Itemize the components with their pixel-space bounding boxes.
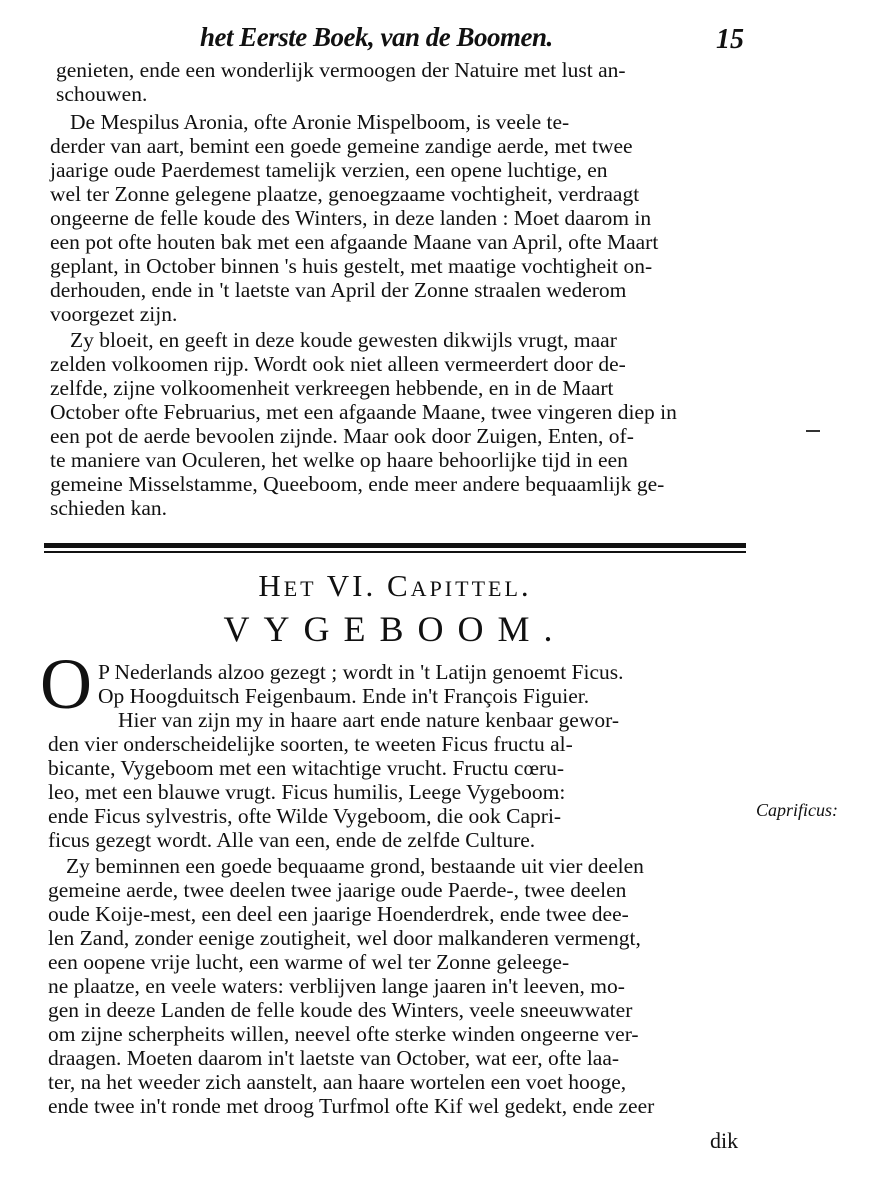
edge-mark <box>806 430 820 432</box>
text-line: ende twee in't ronde met droog Turfmol ofte Kif wel gedekt, ende zeer <box>48 1094 655 1118</box>
text-line: schieden kan. <box>50 496 168 520</box>
text-line: Zy bloeit, en geeft in deze koude gewesten dikwijls vrugt, maar <box>70 328 617 352</box>
text-line: len Zand, zonder eenige zoutigheit, wel door malkanderen vermengt, <box>48 926 641 950</box>
text-line: den vier onderscheidelijke soorten, te weeten Ficus fructu al- <box>48 732 573 756</box>
text-line: derhouden, ende in 't laetste van April der Zonne straalen wederom <box>50 278 627 302</box>
catchword: dik <box>710 1128 739 1153</box>
text-line: ende Ficus sylvestris, ofte Wilde Vygeboom, die ook Capri- <box>48 804 562 828</box>
text-line: jaarige oude Paerdemest tamelijk verzien, een opene luchtige, en <box>50 158 608 182</box>
text-line: leo, met een blauwe vrugt. Ficus humilis, Leege Vygeboom: <box>48 780 566 804</box>
text-line: oude Koije-mest, een deel een jaarige Hoenderdrek, ende twee dee- <box>48 902 629 926</box>
text-line: genieten, ende een wonderlijk vermoogen der Natuire met lust an- <box>56 58 626 82</box>
text-line: ficus gezegt wordt. Alle van een, ende de zelfde Culture. <box>48 828 536 852</box>
text-line: gemeine Misselstamme, Queeboom, ende meer andere bequaamlijk ge- <box>50 472 665 496</box>
margin-note: Caprificus: <box>756 800 839 820</box>
text-line: ongeerne de felle koude des Winters, in deze landen : Moet daarom in <box>50 206 652 230</box>
text-line: om zijne scherpheits willen, neevel ofte sterke winden ongeerne ver- <box>48 1022 639 1046</box>
text-line: Op Hoogduitsch Feigenbaum. Ende in't François Figuier. <box>98 684 590 708</box>
text-line: De Mespilus Aronia, ofte Aronie Mispelboom, is veele te- <box>70 110 570 134</box>
text-line: geplant, in October binnen 's huis gestelt, met maatige vochtigheit on- <box>50 254 653 278</box>
text-line: wel ter Zonne gelegene plaatze, genoegzaame vochtigheit, verdraagt <box>50 182 640 206</box>
text-line: ne plaatze, en veele waters: verblijven lange jaaren in't leeven, mo- <box>48 974 625 998</box>
chapter-title: VYGEBOOM. <box>223 609 567 649</box>
text-line: Hier van zijn my in haare aart ende nature kenbaar gewor- <box>118 708 619 732</box>
text-line: gen in deeze Landen de felle koude des Winters, veele sneeuwwater <box>48 998 633 1022</box>
text-line: een pot ofte houten bak met een afgaande Maane van April, ofte Maart <box>50 230 659 254</box>
text-line: Zy beminnen een goede bequaame grond, bestaande uit vier deelen <box>66 854 644 878</box>
text-line: bicante, Vygeboom met een witachtige vrucht. Fructu cœru- <box>48 756 565 780</box>
text-line: October ofte Februarius, met een afgaande Maane, twee vingeren diep in <box>50 400 677 424</box>
text-line: een oopene vrije lucht, een warme of wel ter Zonne geleege- <box>48 950 570 974</box>
text-line: zelden volkoomen rijp. Wordt ook niet alleen vermeerdert door de- <box>50 352 626 376</box>
text-line: derder van aart, bemint een goede gemeine zandige aerde, met twee <box>50 134 633 158</box>
text-line: zelfde, zijne volkoomenheit verkreegen hebbende, en in de Maart <box>50 376 614 400</box>
text-line: P Nederlands alzoo gezegt ; wordt in 't Latijn genoemt Ficus. <box>98 660 624 684</box>
text-line: gemeine aerde, twee deelen twee jaarige oude Paerde-, twee deelen <box>48 878 627 902</box>
page-number: 15 <box>716 24 744 55</box>
text-line: schouwen. <box>56 82 148 106</box>
drop-cap: O <box>40 644 92 724</box>
text-line: ter, na het weeder zich aanstelt, aan haare wortelen een voet hooge, <box>48 1070 627 1094</box>
text-line: voorgezet zijn. <box>50 302 178 326</box>
running-head: het Eerste Boek, van de Boomen. <box>200 22 553 52</box>
section-rule-thin <box>44 551 746 553</box>
text-line: te maniere van Oculeren, het welke op haare behoorlijke tijd in een <box>50 448 628 472</box>
text-line: draagen. Moeten daarom in't laetste van October, wat eer, ofte laa- <box>48 1046 620 1070</box>
section-rule-thick <box>44 543 746 548</box>
text-line: een pot de aerde bevoolen zijnde. Maar ook door Zuigen, Enten, of- <box>50 424 634 448</box>
chapter-heading: Het VI. Capittel. <box>258 568 532 603</box>
